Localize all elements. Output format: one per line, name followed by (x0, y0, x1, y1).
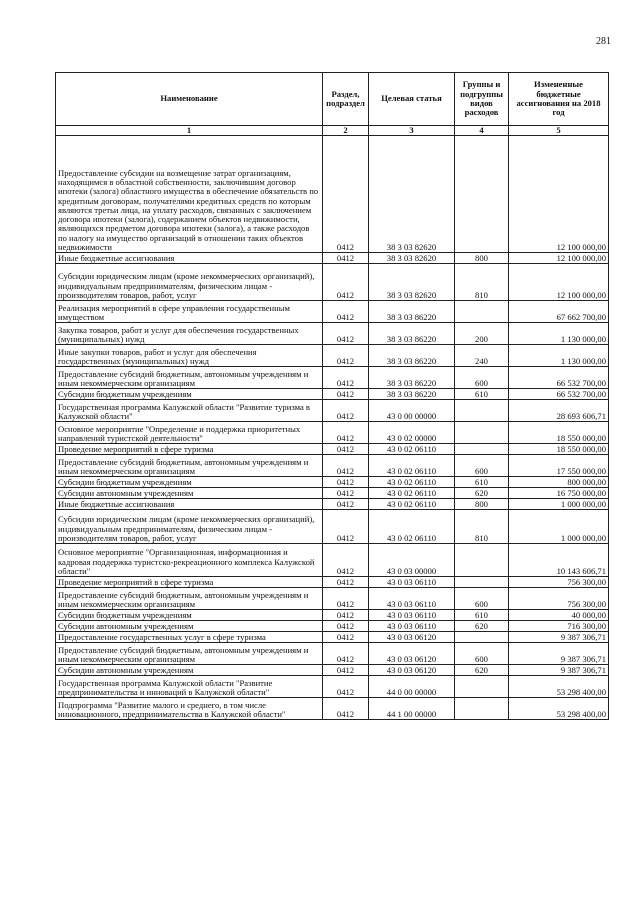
row-section: 0412 (323, 136, 369, 253)
row-group: 610 (455, 610, 509, 621)
row-article: 43 0 02 06110 (369, 455, 455, 477)
row-amount: 16 750 000,00 (509, 488, 609, 499)
row-group: 620 (455, 665, 509, 676)
row-article: 38 3 03 82620 (369, 264, 455, 301)
row-amount: 12 100 000,00 (509, 253, 609, 264)
row-article: 38 3 03 86220 (369, 301, 455, 323)
row-amount: 1 130 000,00 (509, 345, 609, 367)
page-number: 281 (596, 36, 611, 47)
row-group: 610 (455, 477, 509, 488)
row-amount: 28 693 606,71 (509, 400, 609, 422)
table-row (56, 621, 609, 632)
row-name: Субсидии автономным учреждениям (56, 665, 323, 676)
row-group: 600 (455, 588, 509, 610)
row-group: 240 (455, 345, 509, 367)
table-row (56, 367, 609, 389)
table-row (56, 389, 609, 400)
column-number: 4 (455, 126, 509, 136)
row-section: 0412 (323, 632, 369, 643)
row-name: Основное мероприятие "Определение и поддержка приоритетных направлений туристской деятельности" (56, 422, 323, 444)
row-group: 600 (455, 367, 509, 389)
row-group: 200 (455, 323, 509, 345)
row-article: 43 0 03 06110 (369, 621, 455, 632)
table-row (56, 610, 609, 621)
row-name: Предоставление субсидий бюджетным, автономным учреждениям и иным некоммерческим организациям (56, 643, 323, 665)
row-article: 43 0 03 06120 (369, 643, 455, 665)
row-group (455, 632, 509, 643)
row-section: 0412 (323, 544, 369, 577)
table-row (56, 698, 609, 720)
row-article: 43 0 00 00000 (369, 400, 455, 422)
row-article: 43 0 02 06110 (369, 488, 455, 499)
row-amount: 12 100 000,00 (509, 264, 609, 301)
row-section: 0412 (323, 477, 369, 488)
table-row (56, 455, 609, 477)
row-group (455, 422, 509, 444)
row-article: 43 0 03 06120 (369, 632, 455, 643)
table-row (56, 345, 609, 367)
row-article: 43 0 02 06110 (369, 510, 455, 544)
row-name: Проведение мероприятий в сфере туризма (56, 444, 323, 455)
row-article: 43 0 02 06110 (369, 444, 455, 455)
row-name: Предоставление государственных услуг в сфере туризма (56, 632, 323, 643)
row-amount: 18 550 000,00 (509, 422, 609, 444)
column-number: 5 (509, 126, 609, 136)
table-row (56, 632, 609, 643)
row-section: 0412 (323, 253, 369, 264)
column-number: 2 (323, 126, 369, 136)
row-amount: 1 130 000,00 (509, 323, 609, 345)
table-row (56, 422, 609, 444)
row-article: 43 0 03 06110 (369, 577, 455, 588)
row-article: 43 0 03 00000 (369, 544, 455, 577)
row-section: 0412 (323, 488, 369, 499)
table-row (56, 477, 609, 488)
row-amount: 716 300,00 (509, 621, 609, 632)
table-row (56, 400, 609, 422)
row-section: 0412 (323, 621, 369, 632)
row-name: Основное мероприятие "Организационная, информационная и кадровая поддержка туристско-рекреационного комплекса Калужской области" (56, 544, 323, 577)
row-name: Предоставление субсидий бюджетным, автономным учреждениям и иным некоммерческим организациям (56, 455, 323, 477)
row-section: 0412 (323, 455, 369, 477)
row-article: 38 3 03 86220 (369, 389, 455, 400)
row-section: 0412 (323, 444, 369, 455)
row-article: 38 3 03 82620 (369, 253, 455, 264)
row-group (455, 698, 509, 720)
header-article: Целевая статья (369, 73, 455, 126)
table-row (56, 323, 609, 345)
row-article: 43 0 02 00000 (369, 422, 455, 444)
budget-table (55, 72, 609, 720)
row-name: Государственная программа Калужской области "Развитие туризма в Калужской области" (56, 400, 323, 422)
row-group (455, 577, 509, 588)
row-name: Субсидии бюджетным учреждениям (56, 477, 323, 488)
header-section: Раздел, подраздел (323, 73, 369, 126)
row-section: 0412 (323, 610, 369, 621)
row-name: Предоставление субсидии на возмещение затрат организациям, находящимся в областной собственности, заключившим договор ипотеки (залога) областного имущества в обеспечение обязательств по кредитным договорам, получателями кредитных средств по которым являются третьи лица, на уплату расходов, связанных с заключением договора ипотеки (залога), содержанием объектов недвижимости, являющихся предметом договора ипотеки (залога), а также расходов по налогу на имущество организаций в отношении таких объектов недвижимости (56, 136, 323, 253)
row-amount: 9 387 306,71 (509, 665, 609, 676)
row-amount: 53 298 400,00 (509, 676, 609, 698)
table-row (56, 488, 609, 499)
row-amount: 18 550 000,00 (509, 444, 609, 455)
table-body (56, 136, 609, 720)
row-group (455, 444, 509, 455)
row-group: 810 (455, 510, 509, 544)
row-name: Реализация мероприятий в сфере управления государственным имуществом (56, 301, 323, 323)
column-number: 1 (56, 126, 323, 136)
row-name: Иные бюджетные ассигнования (56, 253, 323, 264)
row-article: 43 0 03 06120 (369, 665, 455, 676)
row-amount: 1 000 000,00 (509, 510, 609, 544)
row-section: 0412 (323, 676, 369, 698)
row-article: 44 1 00 00000 (369, 698, 455, 720)
row-group: 800 (455, 499, 509, 510)
row-article: 38 3 03 86220 (369, 323, 455, 345)
header-amount: Измененные бюджетные ассигнования на 2018 год (509, 73, 609, 126)
row-section: 0412 (323, 665, 369, 676)
row-name: Субсидии бюджетным учреждениям (56, 610, 323, 621)
row-amount: 756 300,00 (509, 577, 609, 588)
table-row (56, 643, 609, 665)
row-amount: 9 387 306,71 (509, 632, 609, 643)
row-group: 620 (455, 488, 509, 499)
row-article: 43 0 02 06110 (369, 499, 455, 510)
column-number: 3 (369, 126, 455, 136)
row-group (455, 301, 509, 323)
row-group: 610 (455, 389, 509, 400)
row-section: 0412 (323, 345, 369, 367)
row-amount: 1 000 000,00 (509, 499, 609, 510)
row-name: Проведение мероприятий в сфере туризма (56, 577, 323, 588)
row-amount: 53 298 400,00 (509, 698, 609, 720)
column-number-row (56, 126, 609, 136)
row-amount: 9 387 306,71 (509, 643, 609, 665)
row-name: Субсидии юридическим лицам (кроме некоммерческих организаций), индивидуальным предпринимателям, физическим лицам - производителям товаров, работ, услуг (56, 510, 323, 544)
row-section: 0412 (323, 400, 369, 422)
row-section: 0412 (323, 698, 369, 720)
row-section: 0412 (323, 499, 369, 510)
row-amount: 10 143 606,71 (509, 544, 609, 577)
row-name: Иные бюджетные ассигнования (56, 499, 323, 510)
row-amount: 66 532 700,00 (509, 389, 609, 400)
row-name: Субсидии автономным учреждениям (56, 621, 323, 632)
row-group (455, 400, 509, 422)
row-group (455, 544, 509, 577)
row-amount: 12 100 000,00 (509, 136, 609, 253)
row-amount: 17 550 000,00 (509, 455, 609, 477)
row-group: 810 (455, 264, 509, 301)
row-section: 0412 (323, 577, 369, 588)
row-section: 0412 (323, 643, 369, 665)
header-row (56, 73, 609, 126)
row-section: 0412 (323, 264, 369, 301)
row-article: 44 0 00 00000 (369, 676, 455, 698)
table-row (56, 676, 609, 698)
table-row (56, 510, 609, 544)
table-row (56, 253, 609, 264)
row-group: 620 (455, 621, 509, 632)
row-name: Предоставление субсидий бюджетным, автономным учреждениям и иным некоммерческим организациям (56, 588, 323, 610)
row-name: Иные закупки товаров, работ и услуг для обеспечения государственных (муниципальных) нужд (56, 345, 323, 367)
row-section: 0412 (323, 510, 369, 544)
table-row (56, 544, 609, 577)
row-group: 600 (455, 643, 509, 665)
row-group (455, 676, 509, 698)
row-amount: 67 662 700,00 (509, 301, 609, 323)
table-row (56, 665, 609, 676)
row-section: 0412 (323, 588, 369, 610)
table-row (56, 444, 609, 455)
row-name: Закупка товаров, работ и услуг для обеспечения государственных (муниципальных) нужд (56, 323, 323, 345)
table-row (56, 264, 609, 301)
table-row (56, 136, 609, 253)
table-row (56, 588, 609, 610)
row-article: 38 3 03 82620 (369, 136, 455, 253)
row-article: 43 0 02 06110 (369, 477, 455, 488)
row-amount: 800 000,00 (509, 477, 609, 488)
row-name: Подпрограмма "Развитие малого и среднего, в том числе инновационного, предпринимательства в Калужской области" (56, 698, 323, 720)
row-article: 38 3 03 86220 (369, 345, 455, 367)
row-article: 43 0 03 06110 (369, 588, 455, 610)
row-amount: 66 532 700,00 (509, 367, 609, 389)
row-name: Субсидии юридическим лицам (кроме некоммерческих организаций), индивидуальным предпринимателям, физическим лицам - производителям товаров, работ, услуг (56, 264, 323, 301)
row-section: 0412 (323, 422, 369, 444)
row-group: 600 (455, 455, 509, 477)
row-article: 38 3 03 86220 (369, 367, 455, 389)
row-section: 0412 (323, 389, 369, 400)
row-section: 0412 (323, 367, 369, 389)
header-name: Наименование (56, 73, 323, 126)
row-name: Субсидии бюджетным учреждениям (56, 389, 323, 400)
row-amount: 756 300,00 (509, 588, 609, 610)
row-group (455, 136, 509, 253)
row-section: 0412 (323, 301, 369, 323)
row-section: 0412 (323, 323, 369, 345)
header-group: Группы и подгруппы видов расходов (455, 73, 509, 126)
row-group: 800 (455, 253, 509, 264)
row-amount: 40 000,00 (509, 610, 609, 621)
row-name: Субсидии автономным учреждениям (56, 488, 323, 499)
row-article: 43 0 03 06110 (369, 610, 455, 621)
table-row (56, 499, 609, 510)
row-name: Предоставление субсидий бюджетным, автономным учреждениям и иным некоммерческим организациям (56, 367, 323, 389)
row-name: Государственная программа Калужской области "Развитие предпринимательства и инноваций в Калужской области" (56, 676, 323, 698)
table-row (56, 577, 609, 588)
table-row (56, 301, 609, 323)
